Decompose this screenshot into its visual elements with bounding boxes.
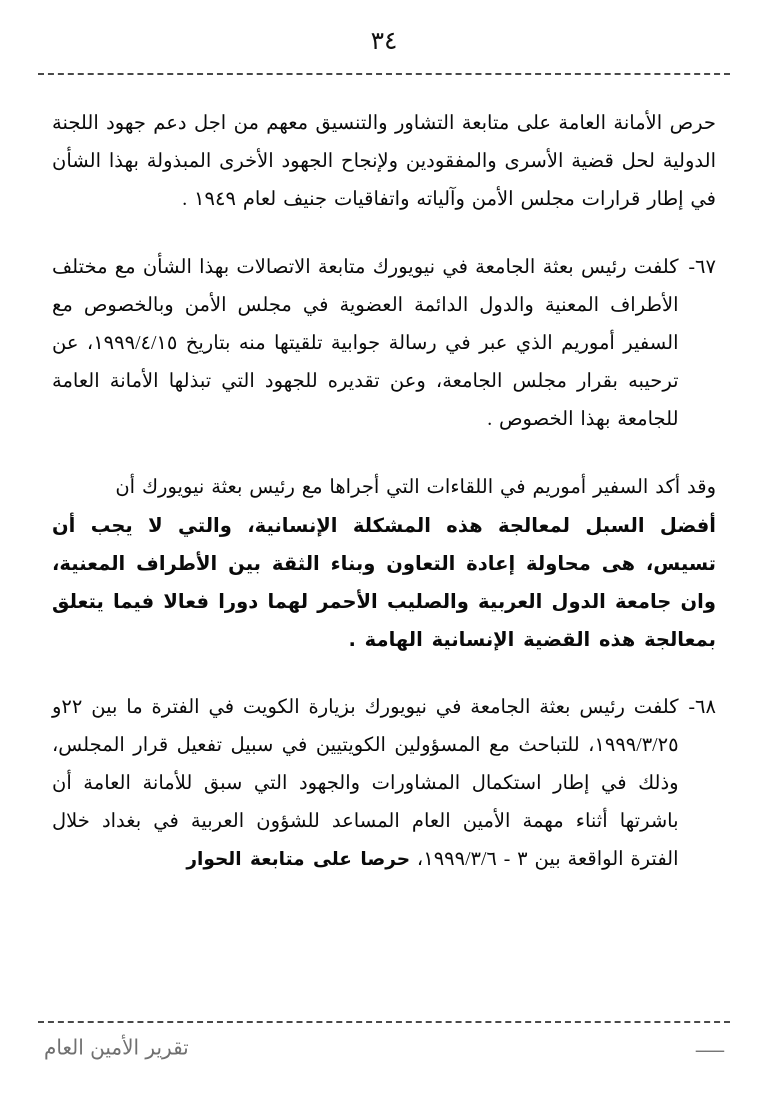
page-footer (0, 1035, 768, 1059)
document-page (0, 26, 768, 1111)
paragraph-number-68: ٦٨- (688, 697, 716, 719)
paragraph-spacer (52, 681, 716, 689)
paragraph-intro: حرص الأمانة العامة على متابعة التشاور والتنسيق معهم من اجل دعم جهود اللجنة الدولية لحل قضية الأسرى والمفقودين ولإنجاح الجهود الأخرى المبذولة بهذا الشأن في إطار قرارات مجلس الأمن وآلياته واتفاقيات جنيف لعام ١٩٤٩ . (52, 113, 716, 211)
document-body (52, 105, 716, 879)
numbered-paragraph-67 (52, 249, 716, 439)
paragraph-number-67: ٦٧- (688, 257, 716, 279)
footer-note: تقرير الأمين العام (44, 1034, 189, 1060)
paragraph-text-68-plain: كلفت رئيس بعثة الجامعة في نيويورك بزيارة الكويت في الفترة ما بين ٢٢و ١٩٩٩/٣/٢٥، للتباحث مع المسؤولين الكويتيين في سبيل تفعيل قرار المجلس، وذلك في إطار استكمال المشاورات والجهود التي سبق للأمانة العامة أن باشرتها أثناء مهمة الأمين العام المساعد للشؤون العربية في بغداد خلال الفترة الواقعة بين ٣ - ١٩٩٩/٣/٦، (52, 697, 679, 871)
numbered-paragraph-68 (52, 689, 716, 879)
paragraph-amorim-intro: وقد أكد السفير أموريم في اللقاءات التي أجراها مع رئيس بعثة نيويورك أن (115, 477, 716, 499)
footer-dashes: ــــــ (695, 1039, 724, 1056)
page-number: ٣٤ (370, 26, 398, 55)
paragraph-spacer (52, 241, 716, 249)
paragraph-amorim-quote: أفضل السبل لمعالجة هذه المشكلة الإنسانية، والتي لا يجب أن تسيس، هى محاولة إعادة التعاون وبناء الثقة بين الأطراف المعنية، وان جامعة الدول العربية والصليب الأحمر لهما دورا فعالا فيما يتعلق بمعالجة هذه القضية الإنسانية الهامة . (52, 514, 716, 652)
header-divider (38, 73, 730, 75)
paragraph-text-68 (52, 689, 679, 879)
footer-divider (38, 1021, 730, 1023)
paragraph-text-68-bold: حرصا على متابعة الحوار (186, 849, 411, 871)
paragraph-text-67: كلفت رئيس بعثة الجامعة في نيويورك متابعة الاتصالات بهذا الشأن مع مختلف الأطراف المعنية والدول الدائمة العضوية في مجلس الأمن وبالخصوص مع السفير أموريم الذي عبر في رسالة جوابية تلقيتها منه بتاريخ ١٩٩٩/٤/١٥، عن ترحيبه بقرار مجلس الجامعة، وعن تقديره للجهود التي تبذلها الأمانة العامة للجامعة بهذا الخصوص . (52, 257, 679, 431)
paragraph-spacer (52, 461, 716, 469)
